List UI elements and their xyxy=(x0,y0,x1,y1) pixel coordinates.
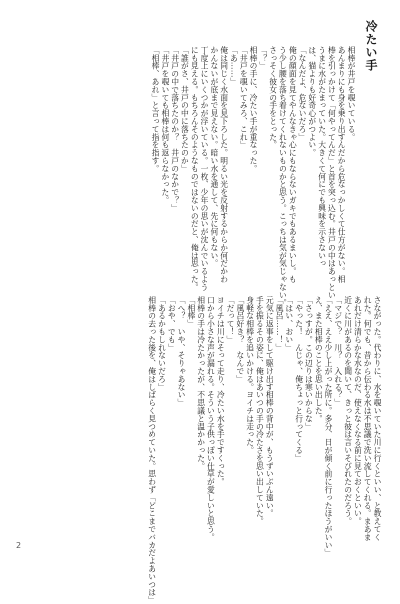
text-column: 「誰がさ、井戸の中に落ちたのか」 xyxy=(180,46,190,173)
text-column: 「ええ、ええ少し上がった所に。多分、日が傾く前に行ったほうがいい」 xyxy=(324,296,334,557)
text-column: 「？」 xyxy=(258,46,268,70)
text-column: 「相棒、あれ」と言って指を指す。 xyxy=(151,46,161,173)
text-column: れた。何でも、昔から伝わる水は不思議で洗い流してくれる。まあま xyxy=(363,296,373,541)
text-column: 相棒が井戸を覗いている。 xyxy=(347,46,356,141)
text-column: うまに水がたまっていた。大きくて何にでも興味を示さないっ xyxy=(317,46,327,268)
page-number: 2 xyxy=(16,541,22,550)
text-column: ヨイチは川にそって走り、冷たい水を手ですくった。 xyxy=(216,296,226,486)
text-column: 「あ……」 xyxy=(229,46,239,86)
text-column: 「なんだよ、危ないだろ」 xyxy=(298,46,308,141)
text-column: にも見える。もちろんそのようなものではないのだと、俺は思った。 xyxy=(190,46,200,291)
text-column: さながった。代わりに、水を覗いていた川に行くといい、と教えてく xyxy=(373,296,382,541)
text-column: 相棒の去った後を、俺はしばらく見つめていた。思わず「どこまでバカだよあいつは」 xyxy=(147,296,157,604)
text-column: かんないが底まで見えない。暗い水を通して、先に何もない。 xyxy=(209,46,219,268)
text-column: 身軽な相棒を追いかける。ヨイチは走った。 xyxy=(245,296,255,454)
text-column: 「井戸を覗いてみろ、これ」 xyxy=(239,46,249,149)
text-column: 「はい、おい」 xyxy=(284,296,294,352)
body-text-bottom xyxy=(147,296,382,604)
text-column: 「さっすが。この辺りは寒いからな」 xyxy=(304,296,314,431)
text-column: 近くに川があるのを聞いて、きっと彼は言いそびれたのだろう。 xyxy=(343,296,353,526)
text-column: 「風呂好き？ なんで」 xyxy=(235,296,245,383)
text-column: 相棒の手に、冷たい手が重なった。 xyxy=(249,46,259,173)
body-text-top xyxy=(150,46,356,307)
text-column: 「井戸を覗いても相棒は何も返らなかった。 xyxy=(160,46,170,204)
text-column: 俺は同じく水面を見下ろした。明るい光を反射するからか何だかわ xyxy=(219,46,229,283)
text-column: 相棒の手は冷たかったが、不思議と温かかった。 xyxy=(196,296,206,470)
text-column: 「風呂……！」 xyxy=(275,296,285,352)
text-column: 「やった！ んじゃ、俺ちょっと行ってくる」 xyxy=(294,296,304,462)
text-column: 「相棒」 xyxy=(186,296,196,328)
page-title: 冷たい手 xyxy=(364,20,378,72)
text-column: 「マジで？ 川？ 入れる？」 xyxy=(333,296,343,407)
text-column: は、猫よりも好奇心がつよい。 xyxy=(307,46,317,157)
text-column: 口から小さな声が漏れる。そういう子供っぽい仕草が愛しいと思う。 xyxy=(206,296,216,541)
text-column: あれだけ清らかな水なのだ、使えなくなる前に見ておくといい。 xyxy=(353,296,363,526)
text-column: 「おや、でも」 xyxy=(167,296,177,352)
text-column: 俺の顔面を見てやんなきゃ心にもならないガキでもあるまいし。も xyxy=(288,46,298,283)
text-column: 「へ？ いや、そりゃあない」 xyxy=(177,296,187,407)
text-column: 丁度上にいくつかが浮いている。一枚、少年の思いが沈んでいるよう xyxy=(200,46,210,291)
text-column: 元気に返事をして駆け出す相棒の背中が、もうずいぶん遠い。 xyxy=(265,296,275,518)
text-column: え、また相棒のことを思い出した。 xyxy=(314,296,324,423)
text-column: 「だって！」 xyxy=(226,296,236,344)
text-column: 「井戸の中で落ちたのか？ 井戸のなかで？」 xyxy=(170,46,180,212)
text-column: う少し腰を落ち着けてくれないものかと思う。こっちは気が気じゃない。 xyxy=(278,46,288,307)
text-column: あんまりにも身を乗り出すんだから危なっかしくて仕方がない。相 xyxy=(337,46,347,283)
text-column: 「あるかもしれないだろ」 xyxy=(157,296,167,391)
text-column: さっそく彼女の手をとった。 xyxy=(268,46,278,149)
text-column: 棒を引っかけて「何やってんだ」と首を突っ込む。井戸の中はあっとい xyxy=(327,46,337,299)
text-column: 手を振るその姿に、俺はあいつの手の冷たさを思い出していた。 xyxy=(255,296,265,526)
